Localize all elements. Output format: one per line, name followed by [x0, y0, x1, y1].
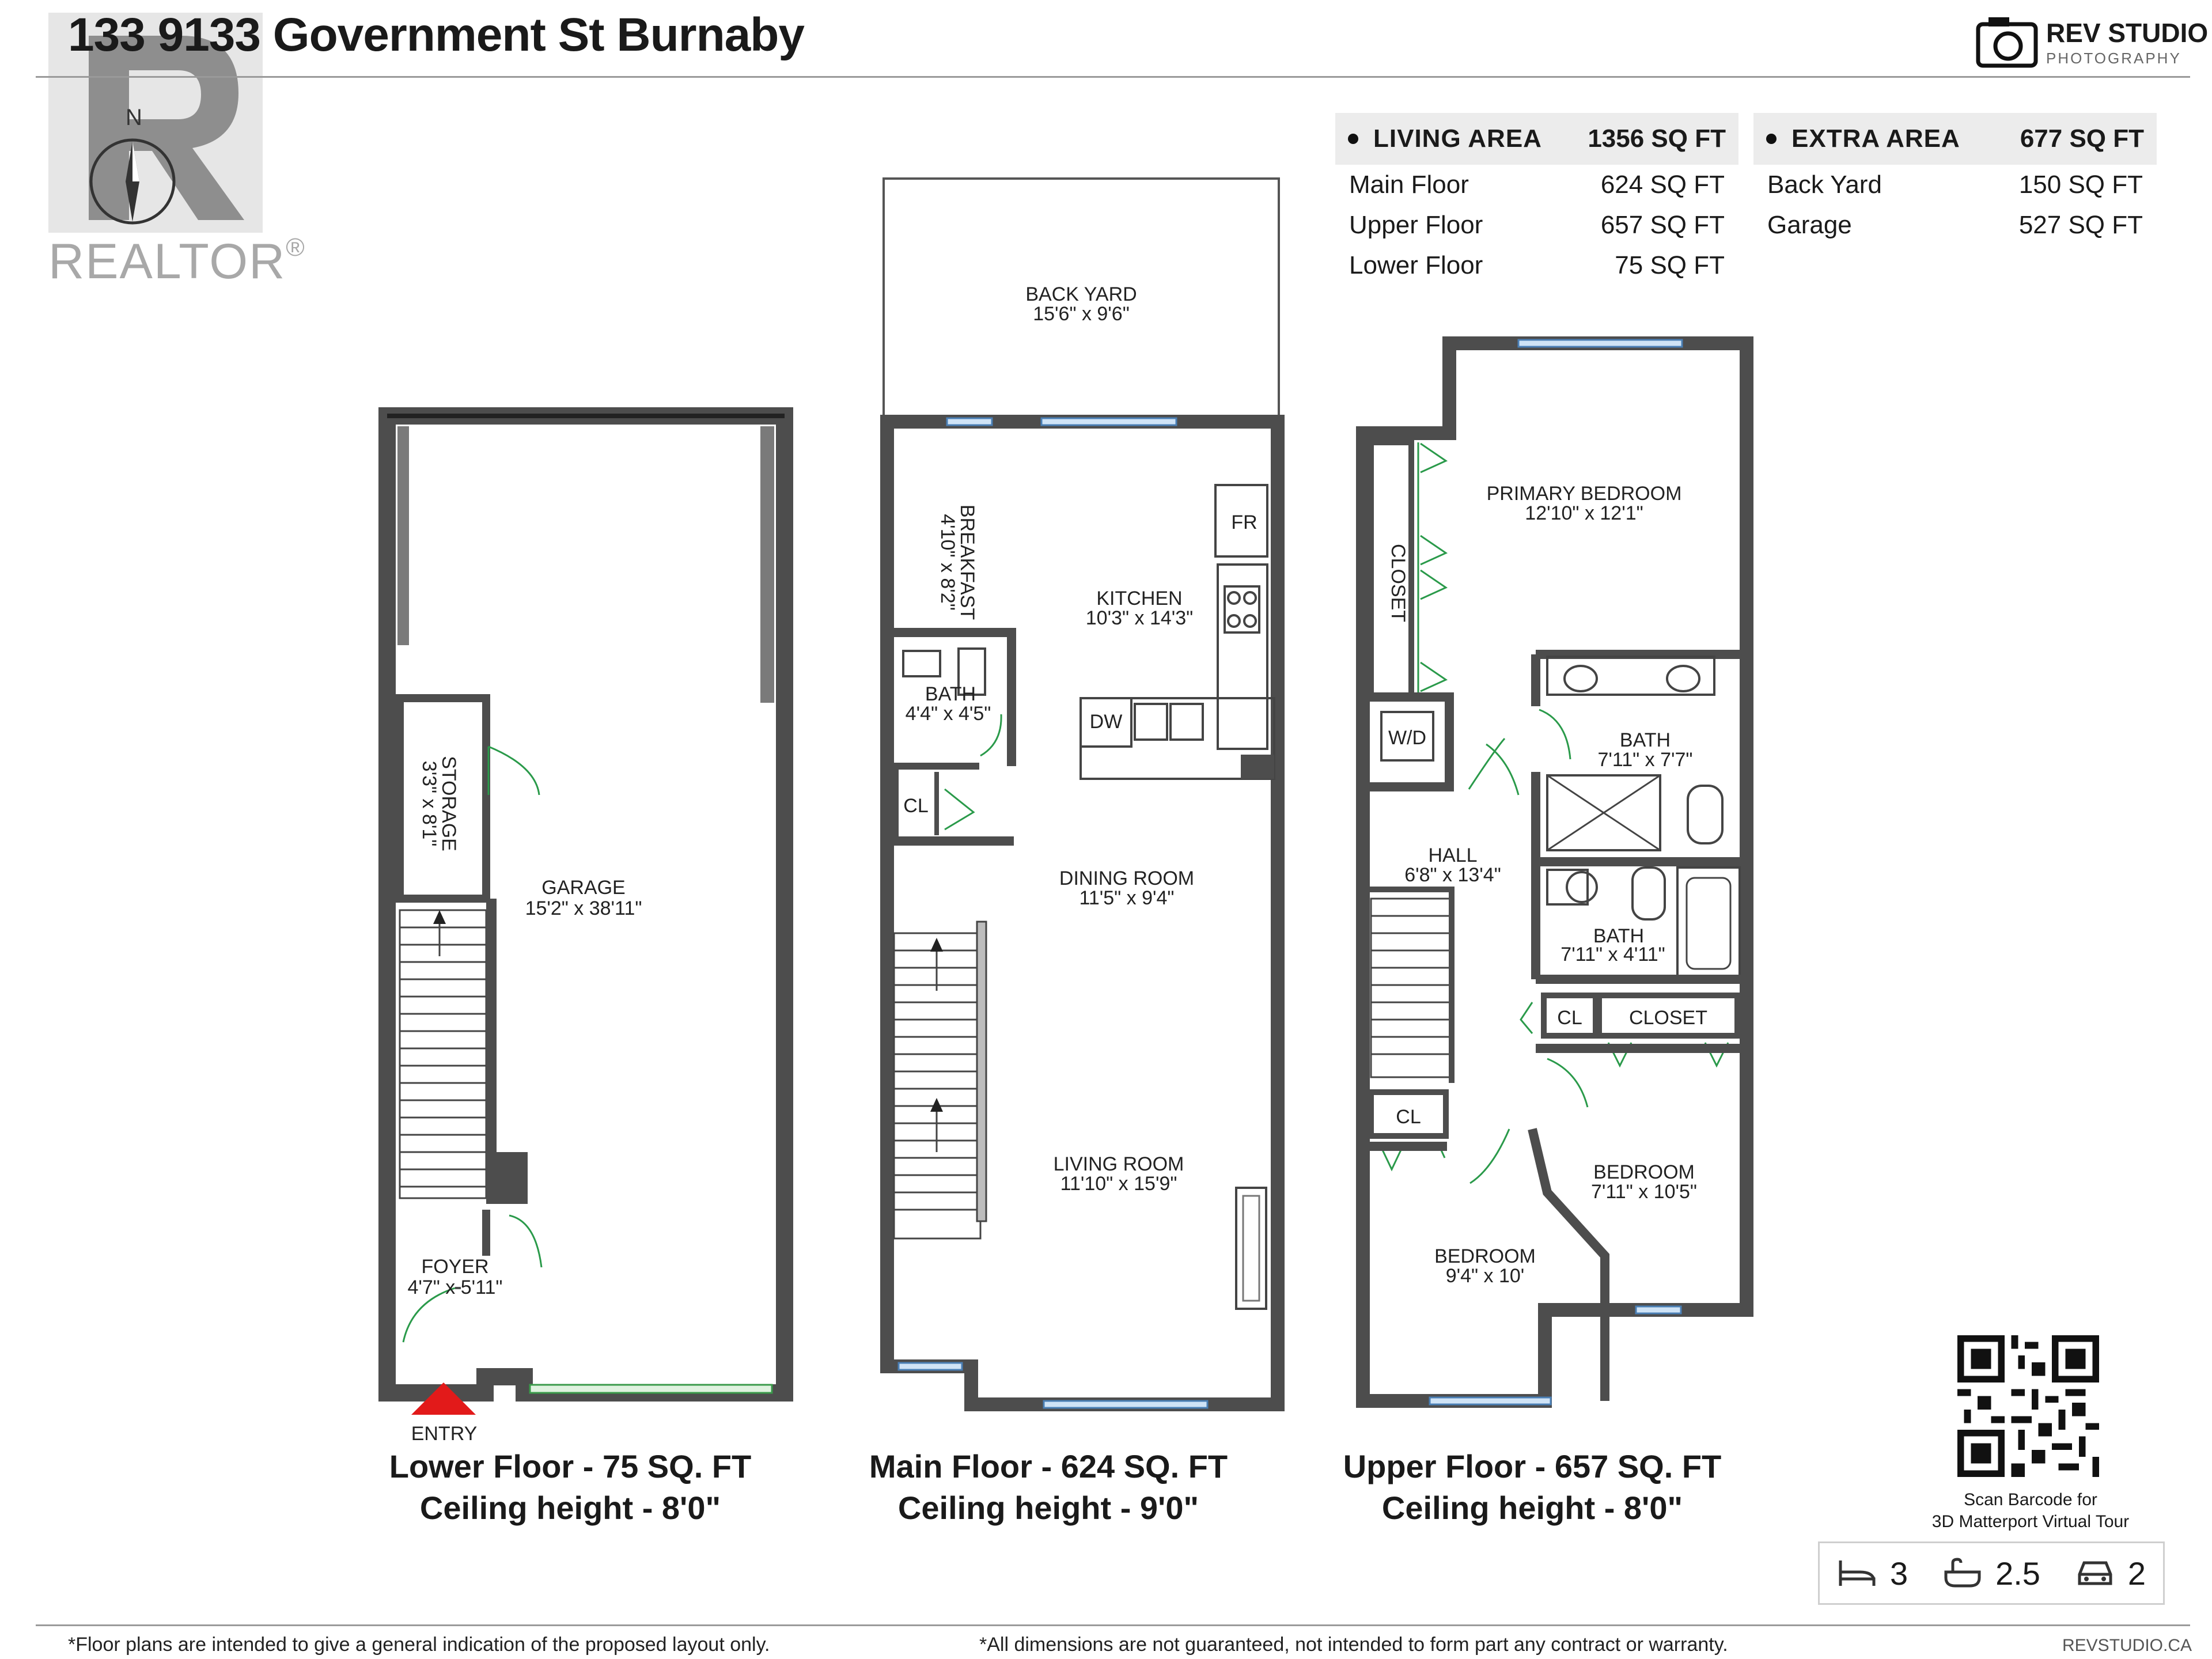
- main-floor-plan: [884, 179, 1279, 1408]
- upper-floor-plan: [1363, 340, 1747, 1404]
- foyer-dim: 4'7" x 5'11": [407, 1277, 503, 1298]
- caption-line: Ceiling height - 8'0": [419, 1490, 721, 1526]
- primary-bedroom-name: PRIMARY BEDROOM: [1486, 483, 1682, 505]
- footer-divider: [36, 1624, 2190, 1626]
- baths-count: 2.5: [1995, 1555, 2040, 1592]
- bedroom2-dim: 7'11" x 10'5": [1591, 1181, 1697, 1203]
- area-row: Upper Floor 657 SQ FT: [1349, 211, 1725, 239]
- bath-upper2-dim: 7'11" x 4'11": [1560, 944, 1665, 965]
- realtor-wordmark: REALTOR®: [48, 233, 306, 289]
- bedroom2-name: BEDROOM: [1593, 1161, 1695, 1183]
- car-icon: [2075, 1556, 2115, 1590]
- breakfast-dim: 4'10" x 8'2": [937, 514, 959, 611]
- storage-dim: 3'3" x 8'1": [418, 760, 440, 847]
- backyard-name: BACK YARD: [1025, 283, 1137, 305]
- hall-dim: 6'8" x 13'4": [1404, 864, 1501, 886]
- studio-subtitle: PHOTOGRAPHY: [2046, 50, 2181, 67]
- entry-label: ENTRY: [411, 1423, 478, 1445]
- caption-line: Upper Floor - 657 SQ. FT: [1343, 1448, 1722, 1484]
- footer-disclaimer-left: *Floor plans are intended to give a general indication of the proposed layout only.: [68, 1634, 770, 1656]
- bathtub-icon: [1942, 1556, 1983, 1590]
- dining-dim: 11'5" x 9'4": [1079, 887, 1175, 909]
- cl-upper2-label: CL: [1396, 1106, 1421, 1128]
- studio-name: REV STUDIO: [2046, 18, 2209, 48]
- caption-line: Ceiling height - 9'0": [897, 1490, 1199, 1526]
- garage-dim: 15'2" x 38'11": [525, 897, 642, 919]
- bedroom3-dim: 9'4" x 10': [1445, 1265, 1525, 1287]
- breakfast-name: BREAKFAST: [956, 504, 978, 620]
- living-name: LIVING ROOM: [1053, 1153, 1184, 1175]
- caption-line: Main Floor - 624 SQ. FT: [869, 1448, 1228, 1484]
- kitchen-dim: 10'3" x 14'3": [1085, 607, 1194, 629]
- area-row: Lower Floor 75 SQ FT: [1349, 251, 1725, 279]
- kitchen-name: KITCHEN: [1096, 588, 1183, 609]
- cl-main-label: CL: [903, 795, 929, 817]
- lower-floor-plan: [387, 416, 785, 1445]
- beds-count: 3: [1889, 1555, 1908, 1592]
- wd-label: W/D: [1388, 727, 1427, 749]
- caption-line: Ceiling height - 8'0": [1381, 1490, 1683, 1526]
- area-row: Back Yard 150 SQ FT: [1767, 171, 2143, 199]
- area-row: Main Floor 624 SQ FT: [1349, 171, 1725, 199]
- backyard-dim: 15'6" x 9'6": [1033, 303, 1130, 325]
- footer-website[interactable]: REVSTUDIO.CA: [2062, 1636, 2192, 1655]
- north-label: N: [126, 105, 142, 130]
- parking-count: 2: [2127, 1555, 2146, 1592]
- hall-name: HALL: [1428, 844, 1478, 866]
- area-row: Garage 527 SQ FT: [1767, 211, 2143, 239]
- extra-area-total: 677 SQ FT: [2020, 124, 2144, 153]
- dishwasher-label: DW: [1089, 711, 1123, 733]
- closet-upper2-label: CLOSET: [1628, 1007, 1708, 1029]
- bath-main-name: BATH: [925, 683, 976, 705]
- caption-line: Lower Floor - 75 SQ. FT: [389, 1448, 752, 1484]
- storage-name: STORAGE: [438, 756, 460, 851]
- closet-upper-label: CLOSET: [1387, 543, 1409, 623]
- baths-stat: [1942, 1555, 2040, 1592]
- bedroom3-name: BEDROOM: [1434, 1245, 1536, 1267]
- qr-caption: [1912, 1489, 2149, 1533]
- bath-upper1-name: BATH: [1619, 729, 1671, 751]
- primary-bedroom-dim: 12'10" x 12'1": [1525, 502, 1643, 524]
- garage-name: GARAGE: [541, 877, 626, 899]
- foyer-name: FOYER: [421, 1256, 489, 1278]
- upper-floor-caption: [1308, 1446, 1757, 1529]
- qr-caption-line: 3D Matterport Virtual Tour: [1931, 1512, 2130, 1531]
- living-area-label: LIVING AREA: [1373, 124, 1542, 153]
- bath-main-dim: 4'4" x 4'5": [905, 703, 991, 725]
- page-title: 133 9133 Government St Burnaby: [68, 9, 804, 61]
- bath-upper2-name: BATH: [1593, 925, 1645, 947]
- footer-disclaimer-mid: *All dimensions are not guaranteed, not intended to form part any contract or warranty.: [979, 1634, 1728, 1656]
- fridge-label: FR: [1231, 512, 1257, 533]
- lower-floor-caption: [346, 1446, 795, 1529]
- bath-upper1-dim: 7'11" x 7'7": [1597, 749, 1693, 771]
- beds-stat: [1837, 1555, 1908, 1592]
- parking-stat: [2075, 1555, 2146, 1592]
- qr-caption-line: Scan Barcode for: [1964, 1490, 2097, 1509]
- living-area-total: 1356 SQ FT: [1588, 124, 1726, 153]
- extra-area-label: EXTRA AREA: [1791, 124, 1960, 153]
- property-stats: [1818, 1541, 2165, 1605]
- cl-upper1-label: CL: [1557, 1007, 1582, 1029]
- qr-code[interactable]: [1957, 1335, 2099, 1477]
- main-floor-caption: [824, 1446, 1273, 1529]
- bed-icon: [1837, 1556, 1877, 1590]
- dining-name: DINING ROOM: [1059, 868, 1195, 889]
- living-dim: 11'10" x 15'9": [1060, 1173, 1177, 1195]
